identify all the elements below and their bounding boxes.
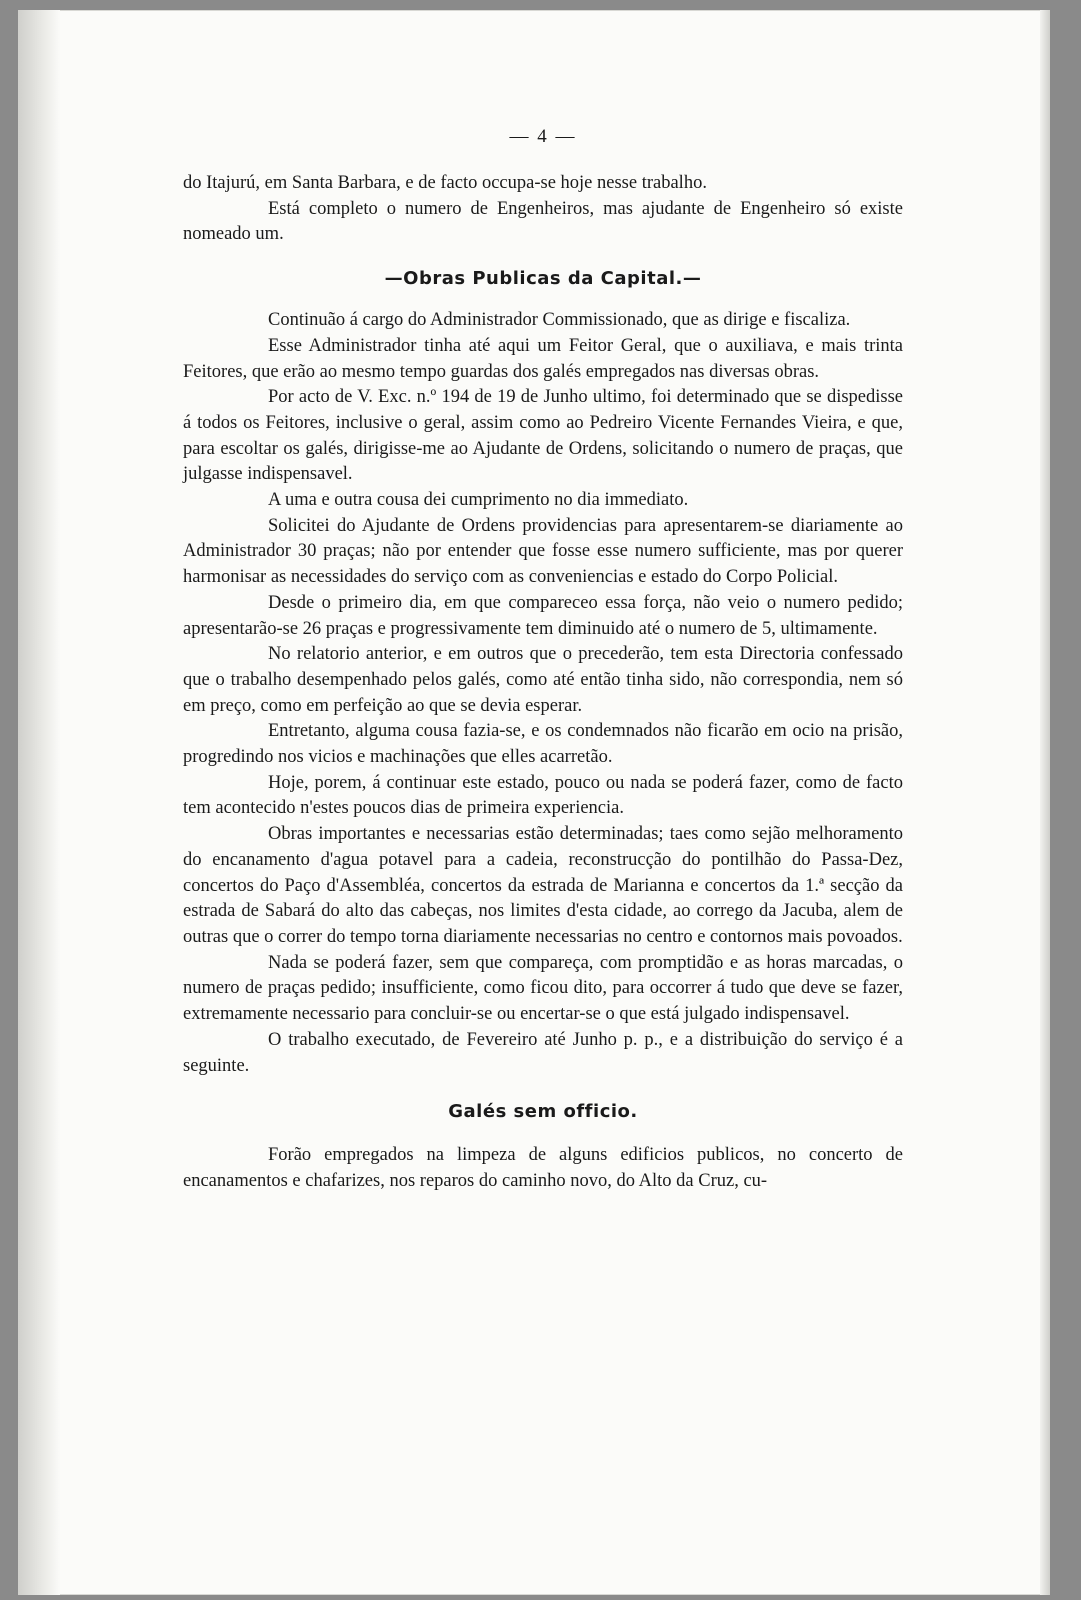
paragraph: Está completo o numero de Engenheiros, mas ajudante de Engenheiro só existe nomeado um.	[183, 198, 903, 245]
paragraph: Forão empregados na limpeza de alguns edificios publicos, no concerto de encanamentos e chafarizes, nos reparos do caminho novo, do Alto da Cruz, cu-	[183, 1145, 903, 1191]
paragraph: Solicitei do Ajudante de Ordens providencias para apresentarem-se diariamente ao Administrador 30 praças; não por entender que fosse esse numero sufficiente, mas por querer harmonisar as necessidades do serviço com as conveniencias e estado do Corpo Policial.	[183, 515, 903, 588]
main-paragraphs	[183, 308, 903, 1079]
page-number: — 4 —	[509, 126, 577, 147]
section-heading-obras-publicas: —Obras Publicas da Capital.—	[384, 268, 702, 290]
paragraph: Desde o primeiro dia, em que compareceo essa força, não veio o numero pedido; apresentarão-se 26 praças e progressivamente tem diminuido até o numero de 5, ultimamente.	[183, 592, 903, 639]
paragraph: Entretanto, alguma cousa fazia-se, e os condemnados não ficarão em ocio na prisão, progredindo nos vicios e machinações que elles acarretão.	[183, 721, 903, 768]
paragraph: Nada se poderá fazer, sem que compareça, com promptidão e as horas marcadas, o numero de praças pedido; insufficiente, como ficou dito, para occorrer á tudo que deve se fazer, extremamente necessario para concluir-se ou encertar-se o que está julgado indispensavel.	[183, 952, 903, 1025]
paragraph: A uma e outra cousa dei cumprimento no dia immediato.	[268, 490, 689, 511]
paragraph: Obras importantes e necessarias estão determinadas; taes como sejão melhoramento do encanamento d'agua potavel para a cadeia, reconstrucção do pontilhão do Passa-Dez, concertos do Paço d'Assembléa, concertos da estrada de Marianna e concertos da 1.ª secção da estrada de Sabará do alto das cabeças, nos limites d'esta cidade, ao corrego da Jacuba, alem de outras que o correr do tempo torna diariamente necessarias no centro e contornos mais povoados.	[183, 824, 903, 947]
paragraph: Por acto de V. Exc. n.º 194 de 19 de Junho ultimo, foi determinado que se dispedisse á todos os Feitores, inclusive o geral, assim como ao Pedreiro Vicente Fernandes Vieira, e que, para escoltar os galés, dirigisse-me ao Ajudante de Ordens, solicitando o numero de praças, que julgasse indispensavel.	[183, 387, 903, 485]
bottom-paragraphs	[183, 1143, 903, 1194]
binding-edge	[18, 10, 60, 1595]
paragraph: Hoje, porem, á continuar este estado, pouco ou nada se poderá fazer, como de facto tem acontecido n'estes poucos dias de primeira experiencia.	[183, 772, 903, 819]
paragraph: Continuão á cargo do Administrador Commissionado, que as dirige e fiscaliza.	[268, 310, 851, 331]
page-edge	[1040, 10, 1050, 1595]
paragraph: No relatorio anterior, e em outros que o precederão, tem esta Directoria confessado que o trabalho desempenhado pelos galés, como até então tinha sido, não correspondia, nem só em preço, como em perfeição ao que se devia esperar.	[183, 644, 903, 716]
paragraph: do Itajurú, em Santa Barbara, e de facto occupa-se hoje nesse trabalho.	[183, 173, 707, 193]
page-content	[183, 125, 903, 1195]
paragraph: Esse Administrador tinha até aqui um Feitor Geral, que o auxiliava, e mais trinta Feitores, que erão ao mesmo tempo guardas dos galés empregados nas diversas obras.	[183, 335, 903, 382]
top-paragraphs	[183, 171, 903, 248]
paragraph: O trabalho executado, de Fevereiro até Junho p. p., e a distribuição do serviço é a seguinte.	[183, 1029, 903, 1076]
section-heading-gales-sem-officio: Galés sem officio.	[448, 1101, 638, 1123]
